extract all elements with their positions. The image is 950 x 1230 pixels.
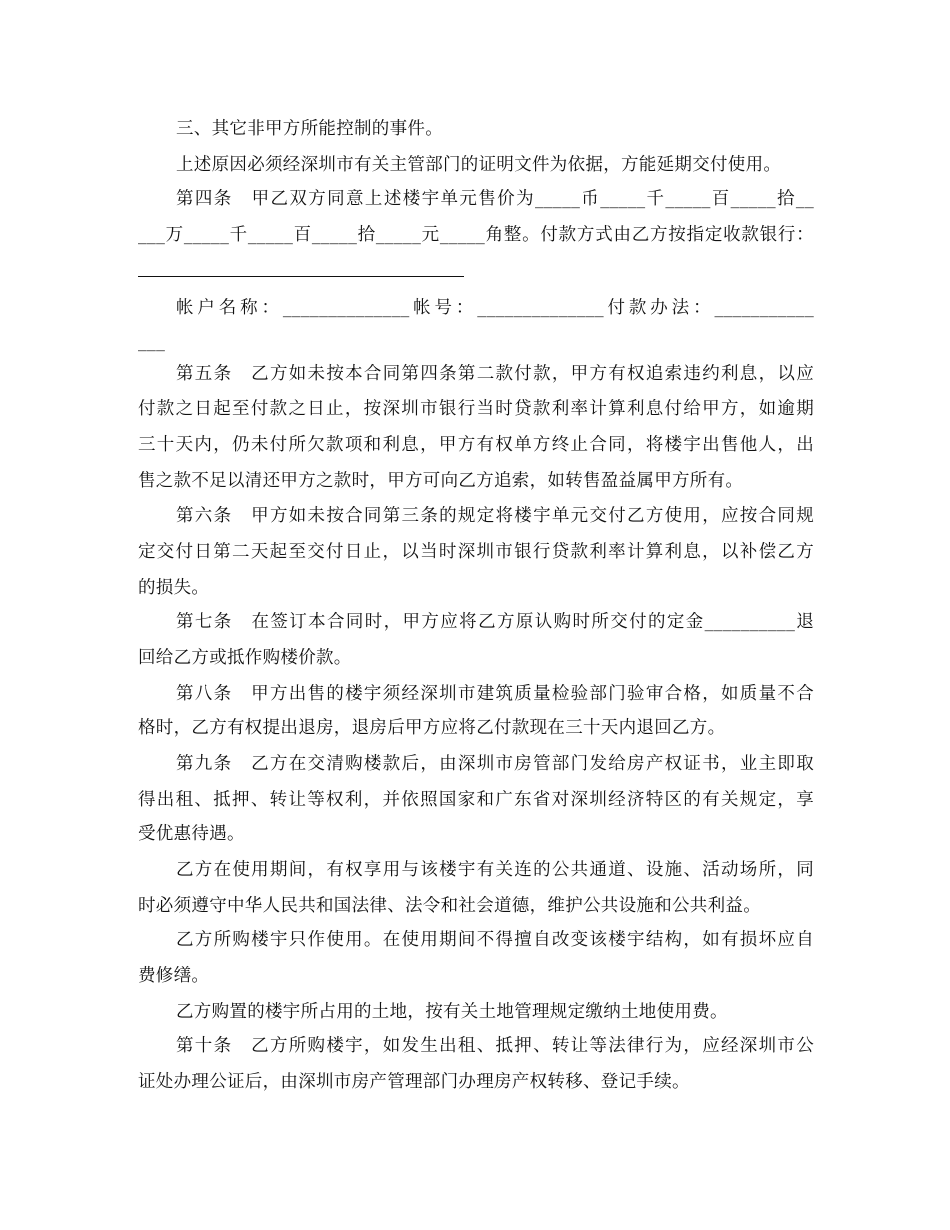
text-line: 第十条 乙方所购楼宇，如发生出租、抵押、转让等法律行为，应经深圳市公 — [176, 1036, 814, 1056]
text-line: 的损失。 — [138, 578, 210, 598]
text-line: 乙方所购楼宇只作使用。在使用期间不得擅自改变该楼宇结构，如有损坏应自 — [176, 930, 814, 950]
text-line: 帐户名称：______________帐号：______________付款办法：___________ — [176, 298, 814, 318]
text-line: 付款之日起至付款之日止，按深圳市银行当时贷款利率计算利息付给甲方，如逾期 — [138, 399, 814, 419]
text-line: 三十天内，仍未付所欠款项和利息，甲方有权单方终止合同，将楼宇出售他人，出 — [138, 435, 814, 455]
text-line: 乙方购置的楼宇所占用的土地，按有关土地管理规定缴纳土地使用费。 — [176, 1002, 728, 1022]
text-line: 受优惠待遇。 — [138, 824, 245, 844]
text-line: ___ — [138, 332, 166, 352]
text-line: 三、其它非甲方所能控制的事件。 — [176, 119, 443, 139]
text-line: 回给乙方或抵作购楼价款。 — [138, 648, 352, 668]
text-line: 时必须遵守中华人民共和国法律、法令和社会道德，维护公共设施和公共利益。 — [138, 896, 761, 916]
text-line: 乙方在使用期间，有权享用与该楼宇有关连的公共通道、设施、活动场所，同 — [176, 860, 814, 880]
text-line: 证处办理公证后，由深圳市房产管理部门办理房产权转移、登记手续。 — [138, 1072, 690, 1092]
text-line: 售之款不足以清还甲方之款时，甲方可向乙方追索，如转售盈益属甲方所有。 — [138, 471, 744, 491]
text-line: 第九条 乙方在交清购楼款后，由深圳市房管部门发给房产权证书，业主即取 — [176, 754, 814, 774]
text-line: 第五条 乙方如未按本合同第四条第二款付款，甲方有权追索违约利息，以应 — [176, 364, 814, 384]
text-line: 第六条 甲方如未按合同第三条的规定将楼宇单元交付乙方使用，应按合同规 — [176, 506, 814, 526]
text-line: 第八条 甲方出售的楼宇须经深圳市建筑质量检验部门验审合格，如质量不合 — [176, 684, 814, 704]
text-line: 得出租、抵押、转让等权利，并依照国家和广东省对深圳经济特区的有关规定，享 — [138, 790, 814, 810]
blank-fill-line — [138, 276, 464, 277]
text-line: 费修缮。 — [138, 966, 210, 986]
text-line: 第七条 在签订本合同时，甲方应将乙方原认购时所交付的定金__________退 — [176, 612, 814, 632]
text-line: ___万_____千_____百_____拾_____元_____角整。付款方式由乙方按指定收款银行： — [138, 225, 814, 245]
text-line: 定交付日第二天起至交付日止，以当时深圳市银行贷款利率计算利息，以补偿乙方 — [138, 542, 814, 562]
text-line: 格时，乙方有权提出退房，退房后甲方应将乙付款现在三十天内退回乙方。 — [138, 718, 726, 738]
text-line: 第四条 甲乙双方同意上述楼宇单元售价为_____币_____千_____百_____拾__ — [176, 189, 814, 209]
text-line: 上述原因必须经深圳市有关主管部门的证明文件为依据，方能延期交付使用。 — [176, 155, 782, 175]
